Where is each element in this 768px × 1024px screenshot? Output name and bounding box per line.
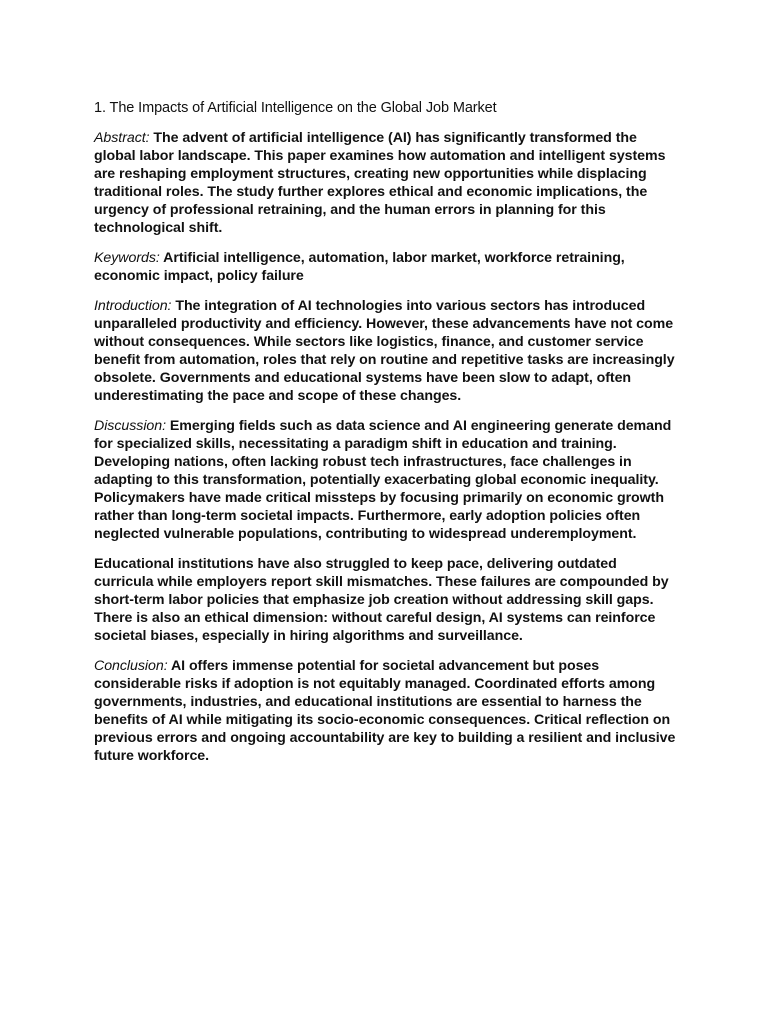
abstract-paragraph <box>94 130 676 237</box>
conclusion-label: Conclusion: <box>94 658 168 675</box>
introduction-text: The integration of AI technologies into various sectors has introduced unparalleled productivity and efficiency. However, these advancements have not come without consequences. While sectors like logistics, finance, and customer service benefit from automation, roles that rely on routine and repetitive tasks are increasingly obsolete. Governments and educational systems have been slow to adapt, often underestimating the pace and scope of these changes. <box>94 298 675 404</box>
introduction-label: Introduction: <box>94 298 172 315</box>
discussion-text: Emerging fields such as data science and AI engineering generate demand for specialized skills, necessitating a paradigm shift in education and training. Developing nations, often lacking robust tech infrastructures, face challenges in adapting to this transformation, potentially exacerbating global economic inequality. Policymakers have made critical missteps by focusing primarily on economic growth rather than long-term societal impacts. Furthermore, early adoption policies often neglected vulnerable populations, contributing to widespread underemployment. <box>94 418 672 542</box>
paper-title: 1. The Impacts of Artificial Intelligence on the Global Job Market <box>94 100 497 116</box>
document-page <box>94 98 676 778</box>
education-text: Educational institutions have also struggled to keep pace, delivering outdated curricula while employers report skill mismatches. These failures are compounded by short-term labor policies that emphasize job creation without addressing skill gaps. There is also an ethical dimension: without careful design, AI systems can reinforce societal biases, especially in hiring algorithms and surveillance. <box>94 556 669 644</box>
conclusion-text: AI offers immense potential for societal advancement but poses considerable risks if adoption is not equitably managed. Coordinated efforts among governments, industries, and educational institutions are essential to harness the benefits of AI while mitigating its socio-economic consequences. Critical reflection on previous errors and ongoing accountability are key to building a resilient and inclusive future workforce. <box>94 658 676 764</box>
abstract-text: The advent of artificial intelligence (AI) has significantly transformed the global labor landscape. This paper examines how automation and intelligent systems are reshaping employment structures, creating new opportunities while displacing traditional roles. The study further explores ethical and economic implications, the urgency of professional retraining, and the human errors in planning for this technological shift. <box>94 130 666 236</box>
introduction-paragraph <box>94 298 676 405</box>
education-paragraph <box>94 556 676 646</box>
keywords-label: Keywords: <box>94 249 160 266</box>
keywords-paragraph <box>94 250 676 286</box>
discussion-label: Discussion: <box>94 418 166 435</box>
keywords-text: Artificial intelligence, automation, labor market, workforce retraining, economic impact, policy failure <box>94 249 625 284</box>
abstract-label: Abstract: <box>94 130 150 146</box>
discussion-paragraph <box>94 418 676 543</box>
conclusion-paragraph <box>94 658 676 765</box>
